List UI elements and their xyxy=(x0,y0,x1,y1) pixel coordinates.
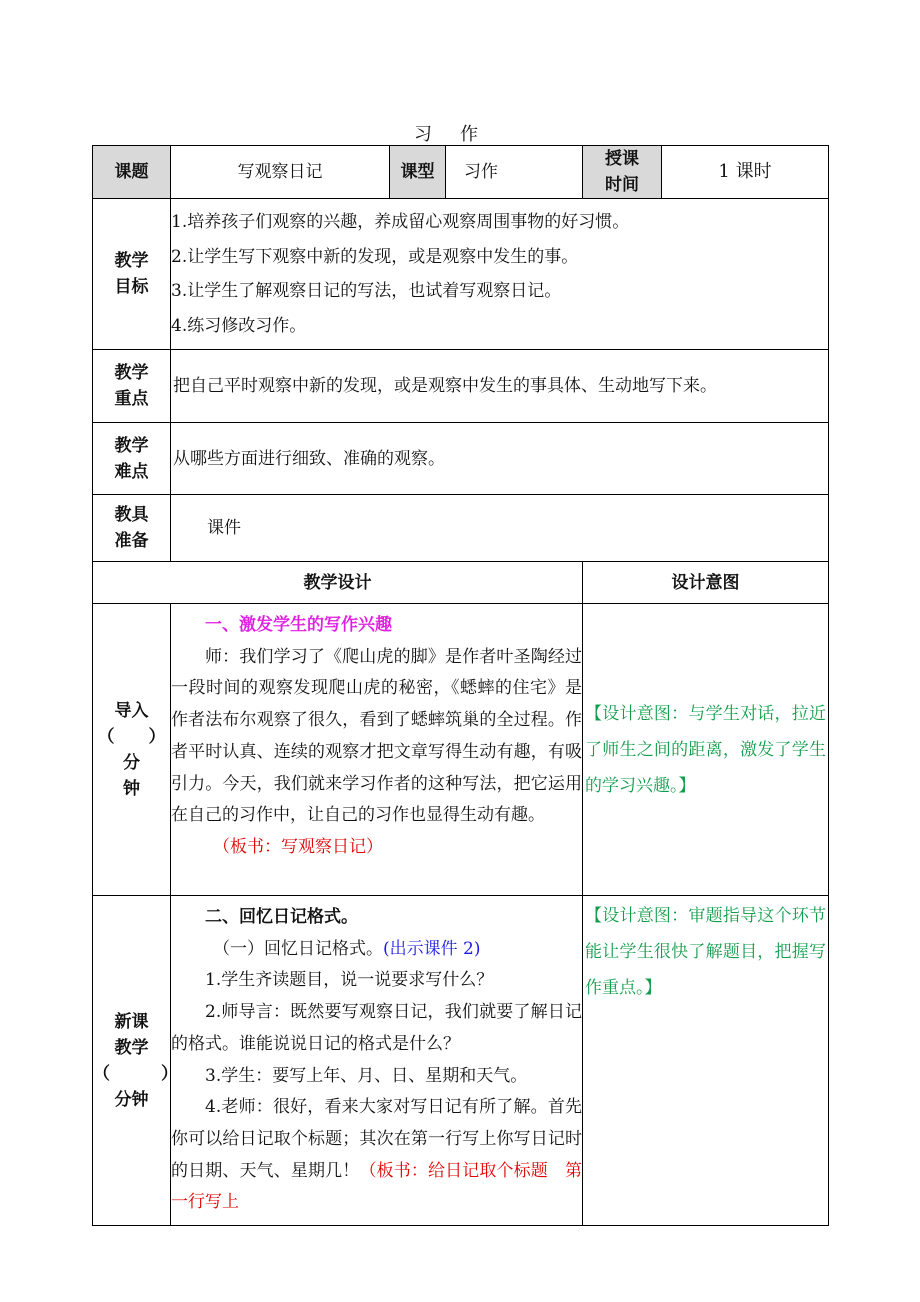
newlesson-side-line-3: （ ） xyxy=(93,1063,178,1084)
goal-item: 3.让学生了解观察日记的写法，也试着写观察日记。 xyxy=(171,281,562,301)
newlesson-side-line-1: 新课 xyxy=(114,1011,149,1032)
design-header-row xyxy=(93,562,829,604)
design-header: 教学设计 xyxy=(93,562,583,604)
item-4-board-note: （板书：给日记取个标题 第一行写上 xyxy=(171,1160,583,1213)
newlesson-subheading xyxy=(171,934,582,966)
focus-label-line-2: 重点 xyxy=(114,389,149,409)
lesson-plan-table xyxy=(92,145,829,1226)
intro-row xyxy=(93,604,829,896)
focus-label xyxy=(93,350,171,423)
newlesson-item-1: 1.学生齐读题目，说一说要求写什么？ xyxy=(205,970,494,991)
newlesson-heading: 二、回忆日记格式。 xyxy=(205,907,358,927)
newlesson-item-2: 2.师导言：既然要写观察日记，我们就要了解日记的格式。谁能说说日记的格式是什么？ xyxy=(171,1002,582,1054)
goals-label-line-1: 教学 xyxy=(114,251,149,271)
difficulty-label xyxy=(93,423,171,495)
subheading-text: （一）回忆日记格式。 xyxy=(213,938,383,959)
difficulty-text: 从哪些方面进行细致、准确的观察。 xyxy=(171,423,829,495)
item-4-text: 4.老师：很好，看来大家对写日记有所了解。首先你可以给日记取个标题；其次在第一行写上你写日记时的日期、天气、星期几！ xyxy=(171,1097,582,1181)
focus-row xyxy=(93,350,829,423)
intro-side-label xyxy=(93,604,171,896)
goal-item: 4.练习修改习作。 xyxy=(171,315,307,336)
newlesson-item-4 xyxy=(171,1092,582,1219)
header-row xyxy=(93,146,829,199)
newlesson-intent-text: 【设计意图：审题指导这个环节能让学生很快了解题目，把握写作重点。】 xyxy=(585,906,826,998)
intro-content xyxy=(171,604,583,896)
goal-item: 1.培养孩子们观察的兴趣，养成留心观察周围事物的好习惯。 xyxy=(171,212,630,232)
newlesson-side-line-2: 教学 xyxy=(114,1037,149,1058)
intro-side-line-3: 钟 xyxy=(123,778,140,799)
newlesson-content xyxy=(171,896,583,1226)
type-value: 习作 xyxy=(446,146,583,199)
tools-label-line-1: 教具 xyxy=(114,505,149,525)
goals-row xyxy=(93,199,829,350)
intro-intent-text: 【设计意图：与学生对话，拉近了师生之间的距离，激发了学生的学习兴趣。】 xyxy=(585,703,826,796)
intro-side-line-1: 导入 xyxy=(114,700,149,721)
tools-text: 课件 xyxy=(171,495,829,562)
difficulty-label-line-2: 难点 xyxy=(114,461,149,482)
newlesson-intent xyxy=(583,896,829,1226)
time-label-line-2: 时间 xyxy=(605,175,639,195)
time-value: 1 课时 xyxy=(662,146,829,199)
newlesson-item-3: 3.学生：要写上年、月、日、星期和天气。 xyxy=(205,1065,528,1086)
intro-heading: 一、激发学生的写作兴趣 xyxy=(205,615,392,635)
time-label xyxy=(583,146,662,199)
newlesson-side-line-4: 分钟 xyxy=(114,1089,149,1110)
tools-label xyxy=(93,495,171,562)
difficulty-row xyxy=(93,423,829,495)
intro-intent xyxy=(583,604,829,896)
goals-label xyxy=(93,199,171,350)
newlesson-side-label xyxy=(93,896,178,1226)
intro-side-line-2: （ ）分 xyxy=(97,726,166,773)
subject-label: 课题 xyxy=(93,146,171,199)
type-label: 课型 xyxy=(390,146,446,199)
intro-board-note: （板书：写观察日记） xyxy=(213,836,383,857)
newlesson-row xyxy=(93,896,829,1226)
goals-label-line-2: 目标 xyxy=(114,277,149,297)
tools-label-line-2: 准备 xyxy=(114,531,149,551)
intro-paragraph: 师：我们学习了《爬山虎的脚》是作者叶圣陶经过一段时间的观察发现爬山虎的秘密，《蟋蟀的住宅》是作者法布尔观察了很久，看到了蟋蟀筑巢的全过程。作者平时认真、连续的观察才把文章写得生动有趣，有吸引力。今天，我们就来学习作者的这种写法，把它运用在自己的习作中，让自己的习作也显得生动有趣。 xyxy=(171,646,582,826)
goal-item: 2.让学生写下观察中新的发现，或是观察中发生的事。 xyxy=(171,246,579,267)
goals-list xyxy=(171,199,829,350)
intent-header: 设计意图 xyxy=(583,562,829,604)
difficulty-label-line-1: 教学 xyxy=(114,435,149,456)
courseware-note: (出示课件 2) xyxy=(383,938,481,959)
subject-value: 写观察日记 xyxy=(171,146,390,199)
page-title: 习作 xyxy=(414,124,506,145)
time-label-line-1: 授课 xyxy=(605,149,639,169)
focus-label-line-1: 教学 xyxy=(114,363,149,383)
focus-text: 把自己平时观察中新的发现，或是观察中发生的事具体、生动地写下来。 xyxy=(171,350,829,423)
tools-row xyxy=(93,495,829,562)
